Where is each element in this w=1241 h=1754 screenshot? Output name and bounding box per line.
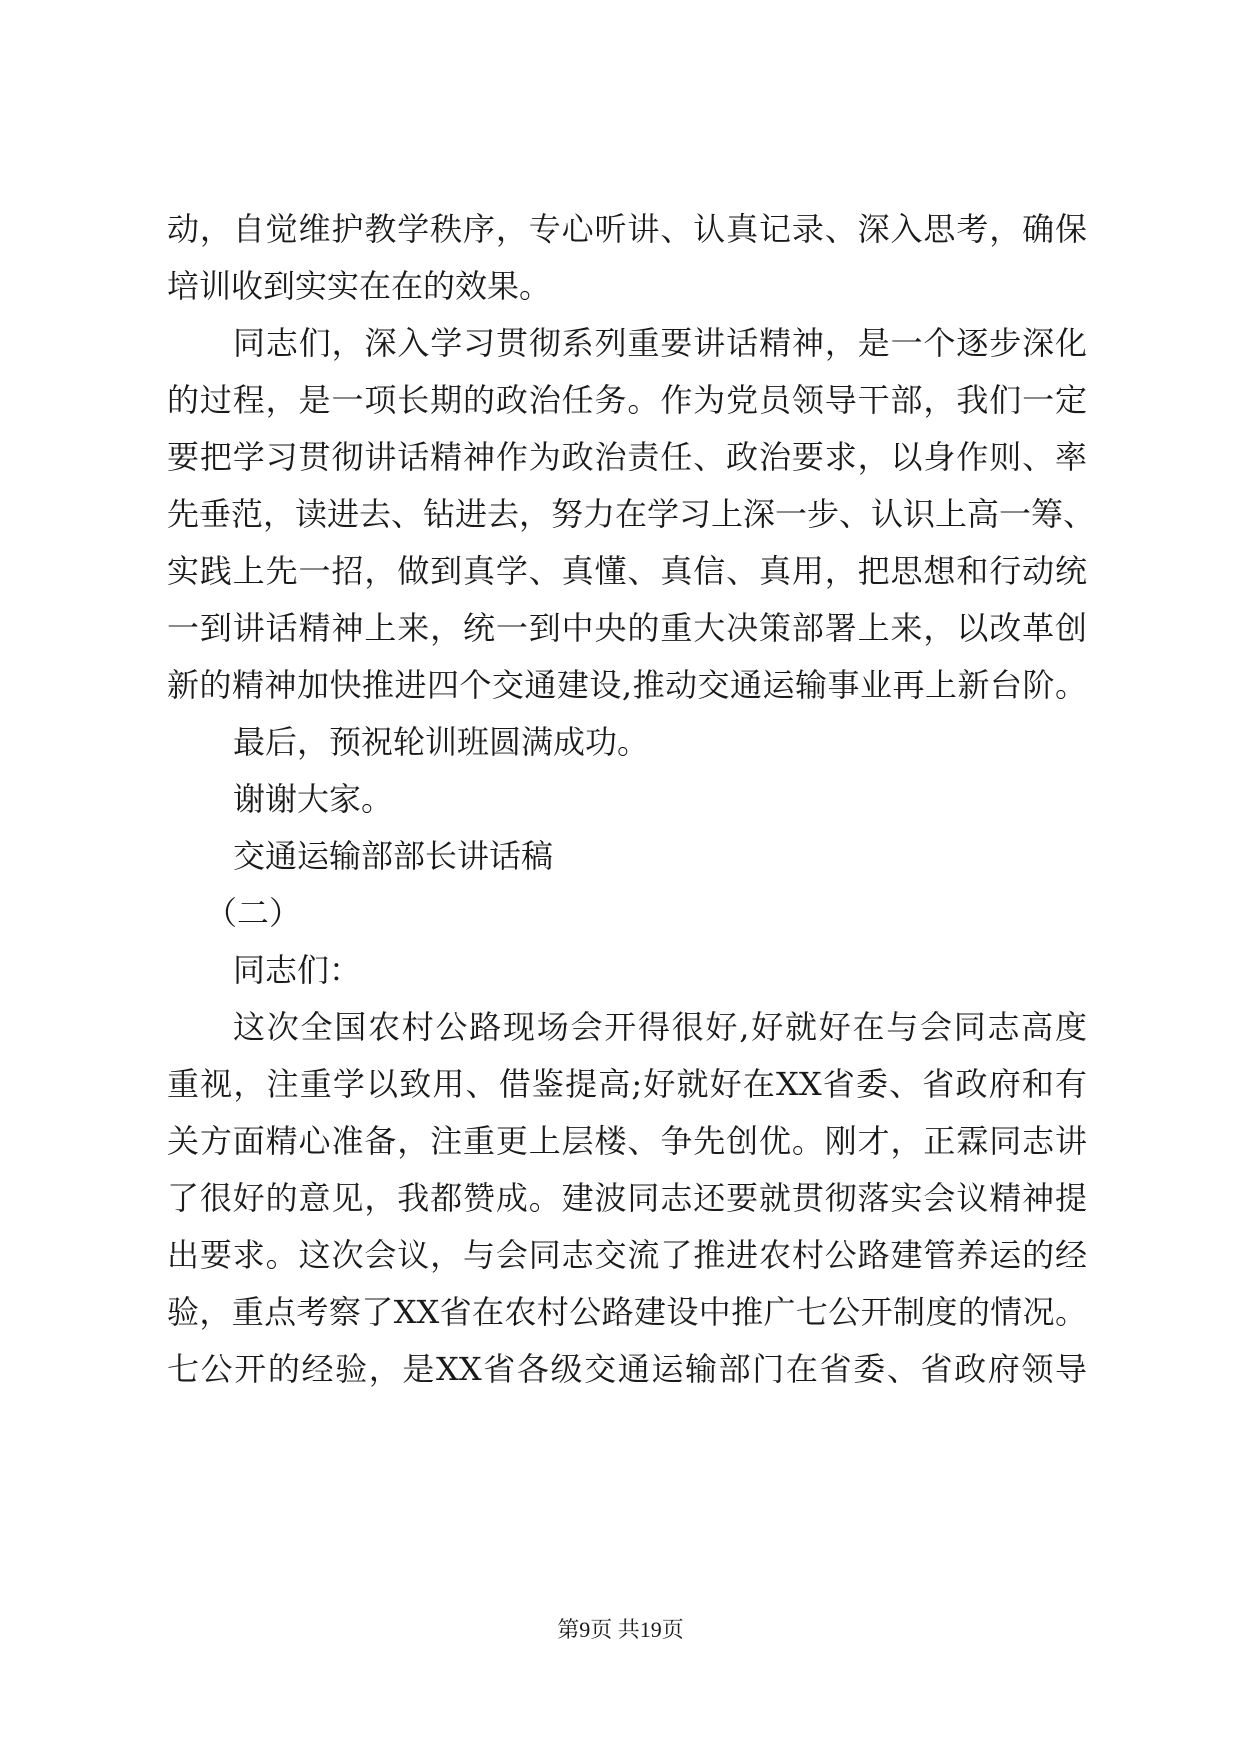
- body-line: 这次全国农村公路现场会开得很好,好就好在与会同志高度: [233, 1008, 1087, 1046]
- body-line: 要把学习贯彻讲话精神作为政治责任、政治要求，以身作则、率: [167, 438, 1087, 476]
- section-number: （二）: [205, 894, 302, 932]
- salutation: 同志们：: [233, 951, 362, 989]
- body-line: 关方面精心准备，注重更上层楼、争先创优。刚才，正霖同志讲: [167, 1122, 1087, 1160]
- body-line: 实践上先一招，做到真学、真懂、真信、真用，把思想和行动统: [167, 552, 1087, 590]
- body-line: 培训收到实实在在的效果。: [167, 267, 552, 305]
- body-line: 验，重点考察了XX省在农村公路建设中推广七公开制度的情况。: [167, 1293, 1087, 1331]
- body-line: 出要求。这次会议，与会同志交流了推进农村公路建管养运的经: [167, 1236, 1087, 1274]
- body-line: 先垂范，读进去、钻进去，努力在学习上深一步、认识上高一筹、: [167, 495, 1096, 533]
- body-line: 重视，注重学以致用、借鉴提高;好就好在XX省委、省政府和有: [167, 1065, 1087, 1103]
- body-line: 了很好的意见，我都赞成。建波同志还要就贯彻落实会议精神提: [167, 1179, 1087, 1217]
- body-line: 的过程，是一项长期的政治任务。作为党员领导干部，我们一定: [167, 381, 1087, 419]
- body-line: 同志们，深入学习贯彻系列重要讲话精神，是一个逐步深化: [233, 324, 1087, 362]
- body-line: 七公开的经验，是XX省各级交通运输部门在省委、省政府领导: [167, 1350, 1087, 1388]
- body-line: 谢谢大家。: [233, 780, 394, 818]
- body-line: 最后，预祝轮训班圆满成功。: [233, 723, 650, 761]
- section-title: 交通运输部部长讲话稿: [233, 837, 554, 875]
- page-number-footer: 第9页 共19页: [557, 1617, 684, 1642]
- body-line: 动，自觉维护教学秩序，专心听讲、认真记录、深入思考，确保: [167, 210, 1087, 248]
- body-line: 新的精神加快推进四个交通建设,推动交通运输事业再上新台阶。: [167, 666, 1087, 704]
- body-line: 一到讲话精神上来，统一到中央的重大决策部署上来，以改革创: [167, 609, 1087, 647]
